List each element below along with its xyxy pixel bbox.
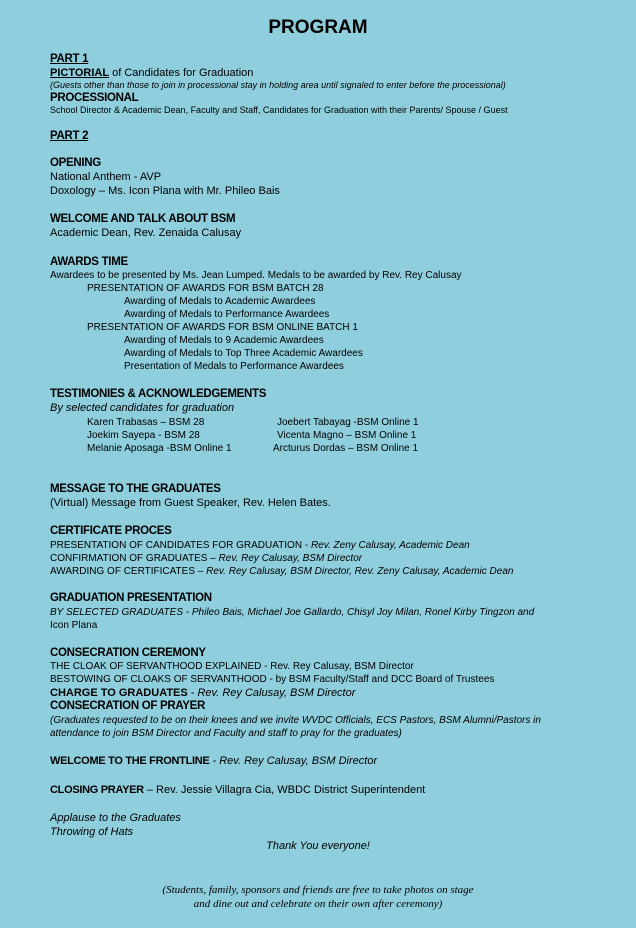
testimony-speaker: Arcturus Dordas – BSM Online 1: [273, 443, 419, 454]
certificate-line-person: Rev. Zeny Calusay, Academic Dean: [310, 540, 470, 551]
closing-heading: CLOSING PRAYER: [50, 784, 144, 796]
prayer-note: (Graduates requested to be on their knees and we invite WVDC Officials, ECS Pastors, BSM Alumni/Pastors in: [50, 715, 541, 726]
awards-batch28-item: Awarding of Medals to Academic Awardees: [124, 296, 316, 307]
message-heading: MESSAGE TO THE GRADUATES: [50, 483, 221, 495]
testimony-speaker: Joebert Tabayag -BSM Online 1: [277, 417, 419, 428]
pictorial-label: PICTORIAL: [50, 67, 110, 79]
certificate-line: [50, 554, 362, 564]
certificate-line-label: PRESENTATION OF CANDIDATES FOR GRADUATION -: [50, 540, 311, 551]
awards-online1-item: Presentation of Medals to Performance Awardees: [124, 361, 344, 372]
awards-online1-item: Awarding of Medals to Top Three Academic Awardees: [124, 348, 363, 359]
opening-heading: OPENING: [50, 157, 101, 169]
graduation-line: BY SELECTED GRADUATES - Phileo Bais, Michael Joe Gallardo, Chisyl Joy Milan, Ronel Kirby Tingzon and: [50, 607, 535, 618]
pictorial-note: (Guests other than those to join in processional stay in holding area until signaled to enter before the processional): [50, 80, 506, 90]
certificate-line-person: Rev. Rey Calusay, BSM Director, Rev. Zeny Calusay, Academic Dean: [206, 566, 514, 577]
hats-line: Throwing of Hats: [50, 826, 134, 838]
testimony-speaker: Melanie Aposaga -BSM Online 1: [87, 443, 232, 454]
awards-heading: AWARDS TIME: [50, 256, 128, 268]
cloak-bestowing: BESTOWING OF CLOAKS OF SERVANTHOOD - by BSM Faculty/Staff and DCC Board of Trustees: [50, 674, 495, 685]
consecration-heading: CONSECRATION CEREMONY: [50, 647, 206, 659]
thanks-line: Thank You everyone!: [266, 840, 370, 852]
awards-intro: Awardees to be presented by Ms. Jean Lumped. Medals to be awarded by Rev. Rey Calusay: [50, 270, 462, 281]
opening-item: Doxology – Ms. Icon Plana with Mr. Phileo Bais: [50, 185, 280, 197]
charge-label: CHARGE TO GRADUATES: [50, 687, 191, 699]
testimony-speaker: Joekim Sayepa - BSM 28: [87, 430, 200, 441]
processional-label: PROCESSIONAL: [50, 92, 139, 104]
pictorial-text: of Candidates for Graduation: [109, 67, 254, 79]
opening-item: National Anthem - AVP: [50, 171, 162, 183]
processional-text: School Director & Academic Dean, Faculty and Staff, Candidates for Graduation with their Parents/ Spouse / Guest: [50, 105, 508, 115]
prayer-note: attendance to join BSM Director and Faculty and staff to pray for the graduates): [50, 728, 402, 739]
awards-batch28-title: PRESENTATION OF AWARDS FOR BSM BATCH 28: [87, 283, 324, 294]
certificate-line: [50, 567, 513, 577]
certificate-line-person: Rev. Rey Calusay, BSM Director: [218, 553, 363, 564]
awards-online1-item: Awarding of Medals to 9 Academic Awardees: [124, 335, 324, 346]
closing-line: [50, 785, 425, 796]
certificate-heading: CERTIFICATE PROCES: [50, 525, 172, 537]
frontline-line: [50, 756, 377, 767]
certificate-line-label: AWARDING OF CERTIFICATES –: [50, 566, 207, 577]
testimonies-heading: TESTIMONIES & ACKNOWLEDGEMENTS: [50, 388, 267, 400]
testimony-speaker: Vicenta Magno – BSM Online 1: [277, 430, 417, 441]
frontline-heading: WELCOME TO THE FRONTLINE: [50, 755, 210, 767]
cloak-explained: THE CLOAK OF SERVANTHOOD EXPLAINED - Rev. Rey Calusay, BSM Director: [50, 661, 414, 672]
frontline-person: - Rev. Rey Calusay, BSM Director: [209, 755, 378, 767]
charge-person: - Rev. Rey Calusay, BSM Director: [190, 687, 356, 699]
closing-text: – Rev. Jessie Villagra Cia, WBDC District Superintendent: [143, 784, 426, 796]
page-title: PROGRAM: [268, 17, 368, 38]
part2-heading: PART 2: [50, 130, 89, 142]
graduation-line: Icon Plana: [50, 620, 98, 631]
testimony-speaker: Karen Trabasas – BSM 28: [87, 417, 205, 428]
testimonies-subtitle: By selected candidates for graduation: [50, 402, 235, 414]
part1-heading: PART 1: [50, 53, 89, 65]
pictorial-line: [50, 68, 253, 79]
certificate-line: [50, 541, 470, 551]
welcome-text: Academic Dean, Rev. Zenaida Calusay: [50, 227, 242, 239]
consecration-prayer-label: CONSECRATION OF PRAYER: [50, 700, 206, 712]
message-text: (Virtual) Message from Guest Speaker, Rev. Helen Bates.: [50, 497, 331, 509]
awards-batch28-item: Awarding of Medals to Performance Awardees: [124, 309, 330, 320]
footer-note: and dine out and celebrate on their own after ceremony): [193, 898, 443, 910]
graduation-heading: GRADUATION PRESENTATION: [50, 592, 212, 604]
charge-line: [50, 688, 355, 699]
footer-note: (Students, family, sponsors and friends are free to take photos on stage: [162, 884, 474, 896]
awards-online1-title: PRESENTATION OF AWARDS FOR BSM ONLINE BATCH 1: [87, 322, 358, 333]
applause-line: Applause to the Graduates: [50, 812, 181, 824]
welcome-heading: WELCOME AND TALK ABOUT BSM: [50, 213, 236, 225]
certificate-line-label: CONFIRMATION OF GRADUATES –: [50, 553, 219, 564]
